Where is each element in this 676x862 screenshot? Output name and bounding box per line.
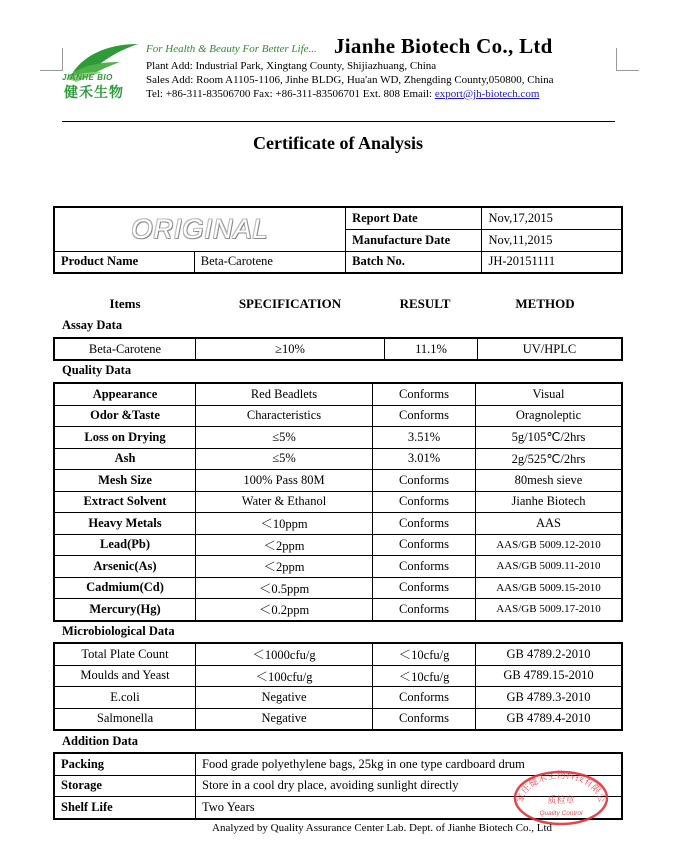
quality-item: Appearance [54, 383, 196, 405]
company-name: Jianhe Biotech Co., Ltd [334, 34, 553, 58]
batch-no-label: Batch No. [346, 251, 482, 273]
micro-method: GB 4789.4-2010 [476, 708, 623, 730]
page-title: Certificate of Analysis [253, 133, 423, 153]
shelf-life-value: Two Years [196, 797, 623, 819]
quality-method: Visual [476, 383, 623, 405]
micro-section-title: Microbiological Data [62, 624, 175, 638]
quality-method: AAS/GB 5009.11-2010 [476, 556, 623, 578]
col-header-spec: SPECIFICATION [238, 296, 342, 311]
col-header-result: RESULT [399, 296, 451, 311]
quality-spec: Water & Ethanol [196, 491, 373, 513]
seal-top-text: 家庄健禾生物科技有限公 [515, 771, 607, 804]
original-stamp: ORIGINAL [131, 213, 269, 244]
corner-mark-left [40, 48, 63, 71]
micro-method: GB 4789.2-2010 [476, 643, 623, 665]
storage-value: Store in a cool dry place, avoiding sunlight directly [196, 775, 623, 797]
quality-method: 2g/525℃/2hrs [476, 448, 623, 470]
assay-item: Beta-Carotene [54, 338, 196, 360]
quality-result: Conforms [373, 470, 476, 492]
micro-item: Moulds and Yeast [54, 665, 196, 687]
assay-table [53, 337, 623, 361]
company-logo [62, 40, 144, 102]
assay-result: 11.1% [385, 338, 478, 360]
quality-item: Arsenic(As) [54, 556, 196, 578]
info-table [53, 206, 623, 274]
assay-method: UV/HPLC [478, 338, 623, 360]
table-row [54, 338, 622, 360]
logo-text-en: JIANHE BIO [62, 73, 113, 82]
quality-spec: 100% Pass 80M [196, 470, 373, 492]
quality-item: Odor &Taste [54, 405, 196, 427]
quality-item: Cadmium(Cd) [54, 577, 196, 599]
quality-result: Conforms [373, 513, 476, 535]
quality-item: Heavy Metals [54, 513, 196, 535]
storage-label: Storage [54, 775, 196, 797]
quality-spec: Characteristics [196, 405, 373, 427]
table-row [54, 448, 622, 470]
quality-item: Ash [54, 448, 196, 470]
logo-text-cn: 健禾生物 [64, 85, 124, 101]
packing-value: Food grade polyethylene bags, 25kg in one type cardboard drum [196, 753, 623, 775]
quality-spec: ≤5% [196, 448, 373, 470]
col-header-method: METHOD [515, 296, 575, 311]
micro-item: Salmonella [54, 708, 196, 730]
micro-spec: ＜1000cfu/g [196, 643, 373, 665]
micro-result: ＜10cfu/g [373, 665, 476, 687]
quality-method: 80mesh sieve [476, 470, 623, 492]
contact-text: Tel: +86-311-83506700 Fax: +86-311-83506701 Ext. 808 Email: [146, 88, 435, 100]
quality-table [53, 382, 623, 622]
quality-method: Oragnoleptic [476, 405, 623, 427]
col-header-items: Items [109, 296, 141, 311]
table-row [54, 643, 622, 665]
quality-result: Conforms [373, 383, 476, 405]
table-row [54, 427, 622, 449]
micro-item: Total Plate Count [54, 643, 196, 665]
plant-address: Plant Add: Industrial Park, Xingtang County, Shijiazhuang, China [146, 60, 437, 72]
assay-section-title: Assay Data [62, 318, 123, 332]
quality-spec: ≤5% [196, 427, 373, 449]
quality-item: Extract Solvent [54, 491, 196, 513]
manufacture-date-value: Nov,11,2015 [482, 229, 622, 251]
seal-icon [511, 766, 611, 826]
quality-spec: Red Beadlets [196, 383, 373, 405]
quality-result: Conforms [373, 534, 476, 556]
quality-method: AAS/GB 5009.17-2010 [476, 599, 623, 621]
quality-spec: ＜0.2ppm [196, 599, 373, 621]
micro-result: Conforms [373, 687, 476, 709]
micro-result: Conforms [373, 708, 476, 730]
quality-item: Lead(Pb) [54, 534, 196, 556]
packing-label: Packing [54, 753, 196, 775]
quality-item: Loss on Drying [54, 427, 196, 449]
assay-spec: ≥10% [196, 338, 385, 360]
shelf-life-label: Shelf Life [54, 797, 196, 819]
table-row [54, 665, 622, 687]
micro-method: GB 4789.15-2010 [476, 665, 623, 687]
original-stamp-cell [54, 207, 346, 251]
quality-method: AAS/GB 5009.12-2010 [476, 534, 623, 556]
micro-item: E.coli [54, 687, 196, 709]
quality-item: Mercury(Hg) [54, 599, 196, 621]
table-row [54, 577, 622, 599]
quality-item: Mesh Size [54, 470, 196, 492]
batch-no-value: JH-20151111 [482, 251, 622, 273]
quality-spec: ＜2ppm [196, 534, 373, 556]
manufacture-date-label: Manufacture Date [346, 229, 482, 251]
quality-control-seal [511, 766, 611, 826]
corner-mark-right [616, 48, 639, 71]
quality-result: Conforms [373, 405, 476, 427]
product-name-label: Product Name [54, 251, 194, 273]
report-date-value: Nov,17,2015 [482, 207, 622, 229]
quality-spec: ＜2ppm [196, 556, 373, 578]
table-row [54, 491, 622, 513]
footer-note: Analyzed by Quality Assurance Center Lab. Dept. of Jianhe Biotech Co., Ltd [212, 822, 552, 834]
micro-method: GB 4789.3-2010 [476, 687, 623, 709]
micro-spec: ＜100cfu/g [196, 665, 373, 687]
table-row [54, 470, 622, 492]
quality-result: 3.51% [373, 427, 476, 449]
quality-method: AAS/GB 5009.15-2010 [476, 577, 623, 599]
table-row [54, 383, 622, 405]
table-row [54, 534, 622, 556]
report-date-label: Report Date [346, 207, 482, 229]
table-row [54, 405, 622, 427]
quality-method: 5g/105℃/2hrs [476, 427, 623, 449]
quality-method: AAS [476, 513, 623, 535]
micro-spec: Negative [196, 687, 373, 709]
table-row [54, 556, 622, 578]
table-row [54, 599, 622, 621]
table-row [54, 513, 622, 535]
product-name-value: Beta-Carotene [194, 251, 345, 273]
micro-table [53, 642, 623, 731]
table-row [54, 687, 622, 709]
quality-result: Conforms [373, 599, 476, 621]
quality-result: Conforms [373, 577, 476, 599]
micro-result: ＜10cfu/g [373, 643, 476, 665]
email-link[interactable]: export@jh-biotech.com [434, 88, 540, 100]
quality-section-title: Quality Data [62, 363, 132, 377]
seal-center-text: 质检章 [547, 796, 575, 806]
header-divider [62, 121, 615, 122]
quality-spec: ＜0.5ppm [196, 577, 373, 599]
quality-spec: ＜10ppm [196, 513, 373, 535]
addition-section-title: Addition Data [62, 734, 139, 748]
contact-line [146, 87, 539, 101]
quality-result: 3.01% [373, 448, 476, 470]
sales-address: Sales Add: Room A1105-1106, Jinhe BLDG, Hua'an WD, Zhengding County,050800, China [146, 74, 554, 86]
quality-method: Jianhe Biotech [476, 491, 623, 513]
micro-spec: Negative [196, 708, 373, 730]
tagline: For Health & Beauty For Better Life... [146, 43, 317, 55]
seal-bottom-text: Quality Control [539, 810, 583, 817]
quality-result: Conforms [373, 491, 476, 513]
table-row [54, 708, 622, 730]
quality-result: Conforms [373, 556, 476, 578]
